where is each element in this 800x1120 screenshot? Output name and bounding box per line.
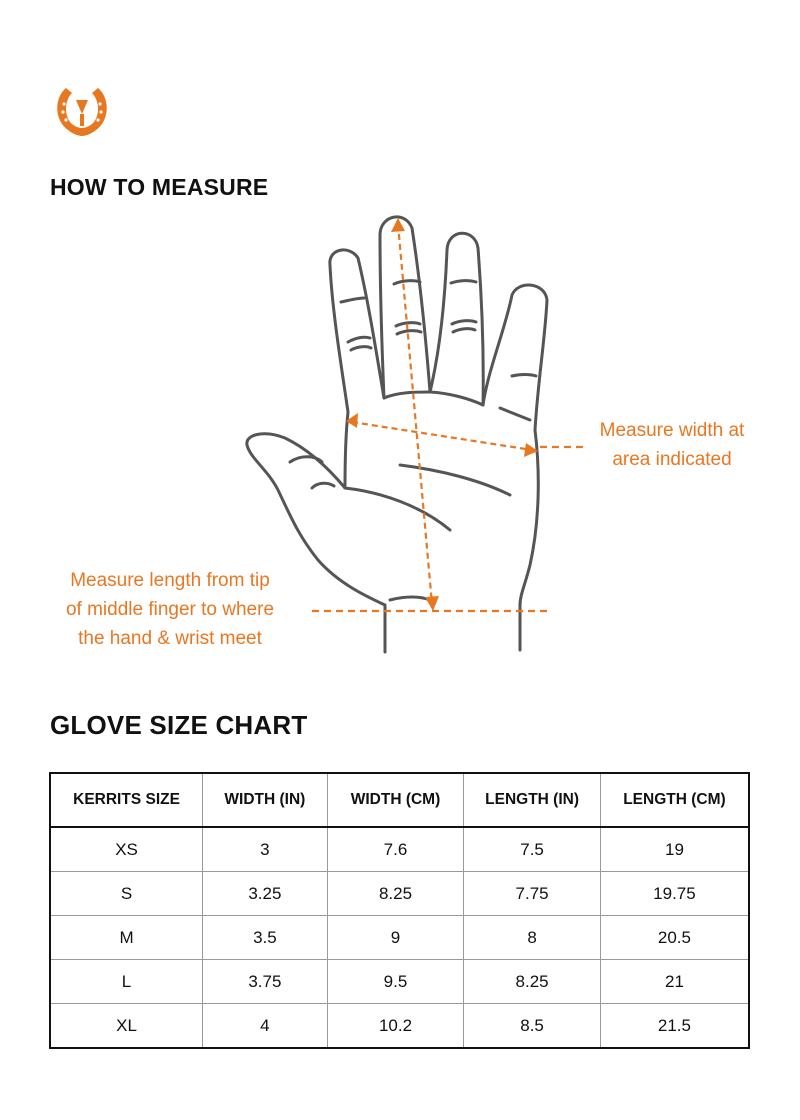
how-to-measure-title: HOW TO MEASURE bbox=[50, 174, 269, 200]
table-cell: 20.5 bbox=[600, 916, 749, 960]
table-cell: 21.5 bbox=[600, 1004, 749, 1049]
column-header: LENGTH (IN) bbox=[464, 773, 601, 827]
table-row bbox=[50, 916, 749, 960]
table-cell: 7.5 bbox=[464, 827, 601, 872]
glove-size-table bbox=[49, 772, 750, 1049]
table-cell: 8.25 bbox=[327, 872, 464, 916]
table-cell: M bbox=[50, 916, 203, 960]
column-header: LENGTH (CM) bbox=[600, 773, 749, 827]
glove-size-chart-title: GLOVE SIZE CHART bbox=[50, 710, 308, 740]
table-cell: 4 bbox=[203, 1004, 328, 1049]
table-row bbox=[50, 960, 749, 1004]
table-cell: 7.75 bbox=[464, 872, 601, 916]
table-cell: XL bbox=[50, 1004, 203, 1049]
table-cell: 8.5 bbox=[464, 1004, 601, 1049]
table-cell: L bbox=[50, 960, 203, 1004]
table-cell: S bbox=[50, 872, 203, 916]
length-note-line: the hand & wrist meet bbox=[78, 628, 262, 649]
table-cell: 3 bbox=[203, 827, 328, 872]
table-cell: 9.5 bbox=[327, 960, 464, 1004]
table-cell: 3.5 bbox=[203, 916, 328, 960]
table-cell: 7.6 bbox=[327, 827, 464, 872]
table-cell: 21 bbox=[600, 960, 749, 1004]
width-note-line: Measure width at bbox=[599, 420, 745, 441]
column-header: WIDTH (IN) bbox=[203, 773, 328, 827]
length-note-line: Measure length from tip bbox=[70, 570, 270, 591]
width-note-line: area indicated bbox=[612, 449, 732, 470]
table-cell: 8.25 bbox=[464, 960, 601, 1004]
width-measure-note bbox=[572, 416, 772, 474]
table-cell: 8 bbox=[464, 916, 601, 960]
table-cell: 10.2 bbox=[327, 1004, 464, 1049]
table-cell: 19 bbox=[600, 827, 749, 872]
table-cell: 19.75 bbox=[600, 872, 749, 916]
horseshoe-logo-icon bbox=[52, 84, 112, 138]
length-measure-note bbox=[30, 566, 310, 653]
table-header-row bbox=[50, 773, 749, 827]
table-cell: 9 bbox=[327, 916, 464, 960]
table-cell: 3.25 bbox=[203, 872, 328, 916]
table-row bbox=[50, 1004, 749, 1049]
length-note-line: of middle finger to where bbox=[65, 599, 275, 620]
table-row bbox=[50, 827, 749, 872]
table-row bbox=[50, 872, 749, 916]
column-header: KERRITS SIZE bbox=[50, 773, 203, 827]
table-cell: 3.75 bbox=[203, 960, 328, 1004]
column-header: WIDTH (CM) bbox=[327, 773, 464, 827]
table-cell: XS bbox=[50, 827, 203, 872]
